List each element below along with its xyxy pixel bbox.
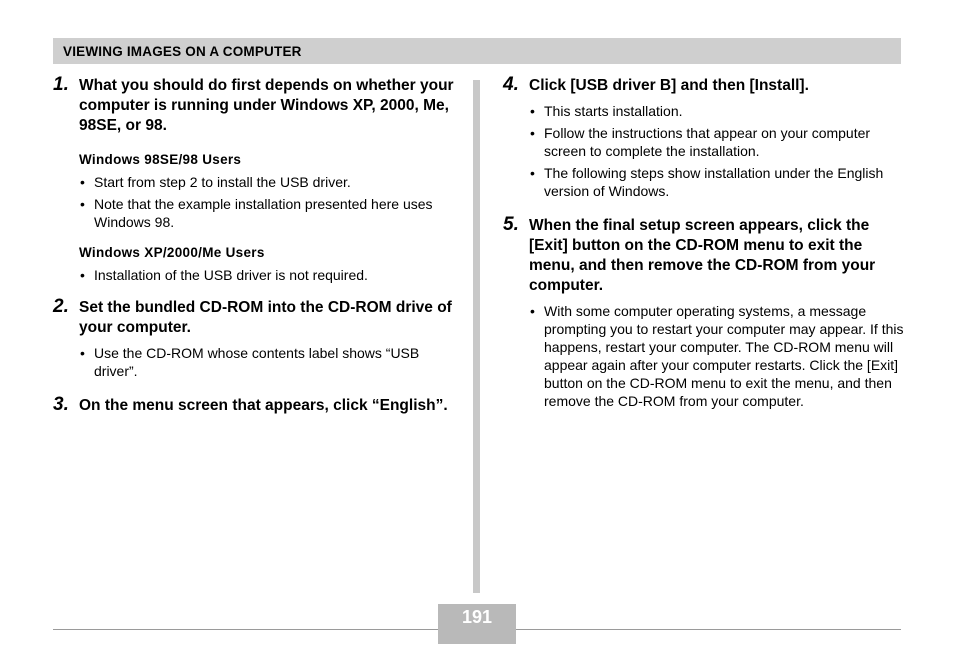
left-column: [53, 76, 458, 426]
section-title: VIEWING IMAGES ON A COMPUTER: [63, 44, 302, 59]
subheading-98: Windows 98SE/98 Users: [79, 152, 242, 167]
bullet-icon: •: [530, 125, 535, 141]
step-number: 4.: [503, 74, 519, 95]
bullet-list: [529, 302, 905, 410]
bullet-icon: •: [80, 267, 85, 283]
step-number: 2.: [53, 296, 69, 317]
list-item: • Use the CD-ROM whose contents label shows “USB driver”.: [80, 345, 420, 379]
bullet-icon: •: [530, 165, 535, 181]
list-item: • The following steps show installation under the English version of Windows.: [530, 165, 884, 199]
step-title: On the menu screen that appears, click “English”.: [79, 397, 448, 414]
section-header-bar: [53, 38, 901, 64]
step-number: 1.: [53, 74, 69, 95]
bullet-icon: •: [80, 174, 85, 190]
list-item: • With some computer operating systems, a message prompting you to restart your computer may appear. If this happens, restart your computer. The CD-ROM menu will appear again after your computer restarts. Click the [Exit] button on the CD-ROM menu to exit the menu, and then remove the CD-ROM from your computer.: [530, 303, 904, 409]
list-item: • Start from step 2 to install the USB driver.: [80, 174, 351, 190]
bullet-icon: •: [530, 103, 535, 119]
bullet-icon: •: [530, 303, 535, 319]
list-item: • Follow the instructions that appear on your computer screen to complete the installation.: [530, 125, 871, 159]
bullet-icon: •: [80, 345, 85, 361]
step-number: 5.: [503, 214, 519, 235]
step-number: 3.: [53, 394, 69, 415]
step-title: When the final setup screen appears, click the [Exit] button on the CD-ROM menu to exit the menu, and then remove the CD-ROM from your computer.: [529, 217, 876, 294]
step-2: [53, 298, 458, 380]
list-item: • Note that the example installation presented here uses Windows 98.: [80, 196, 433, 230]
bullet-list: [529, 102, 905, 200]
right-column: [503, 76, 905, 420]
page-number: 191: [461, 607, 493, 627]
bullet-list: [79, 266, 458, 284]
list-item: • This starts installation.: [530, 103, 683, 119]
bullet-list: [79, 173, 458, 231]
column-divider: [473, 80, 480, 593]
step-5: [503, 216, 905, 410]
step-title: Click [USB driver B] and then [Install].: [529, 77, 809, 94]
step-3: [53, 396, 458, 416]
bullet-list: [79, 344, 458, 380]
step-4: [503, 76, 905, 200]
list-item: • Installation of the USB driver is not required.: [80, 267, 368, 283]
step-title: What you should do first depends on whether your computer is running under Windows XP, 2000, Me, 98SE, or 98.: [79, 77, 454, 134]
step-1: [53, 76, 458, 284]
subheading-xp: Windows XP/2000/Me Users: [79, 245, 265, 260]
page-number-box: [438, 604, 516, 644]
step-title: Set the bundled CD-ROM into the CD-ROM drive of your computer.: [79, 299, 452, 336]
bullet-icon: •: [80, 196, 85, 212]
